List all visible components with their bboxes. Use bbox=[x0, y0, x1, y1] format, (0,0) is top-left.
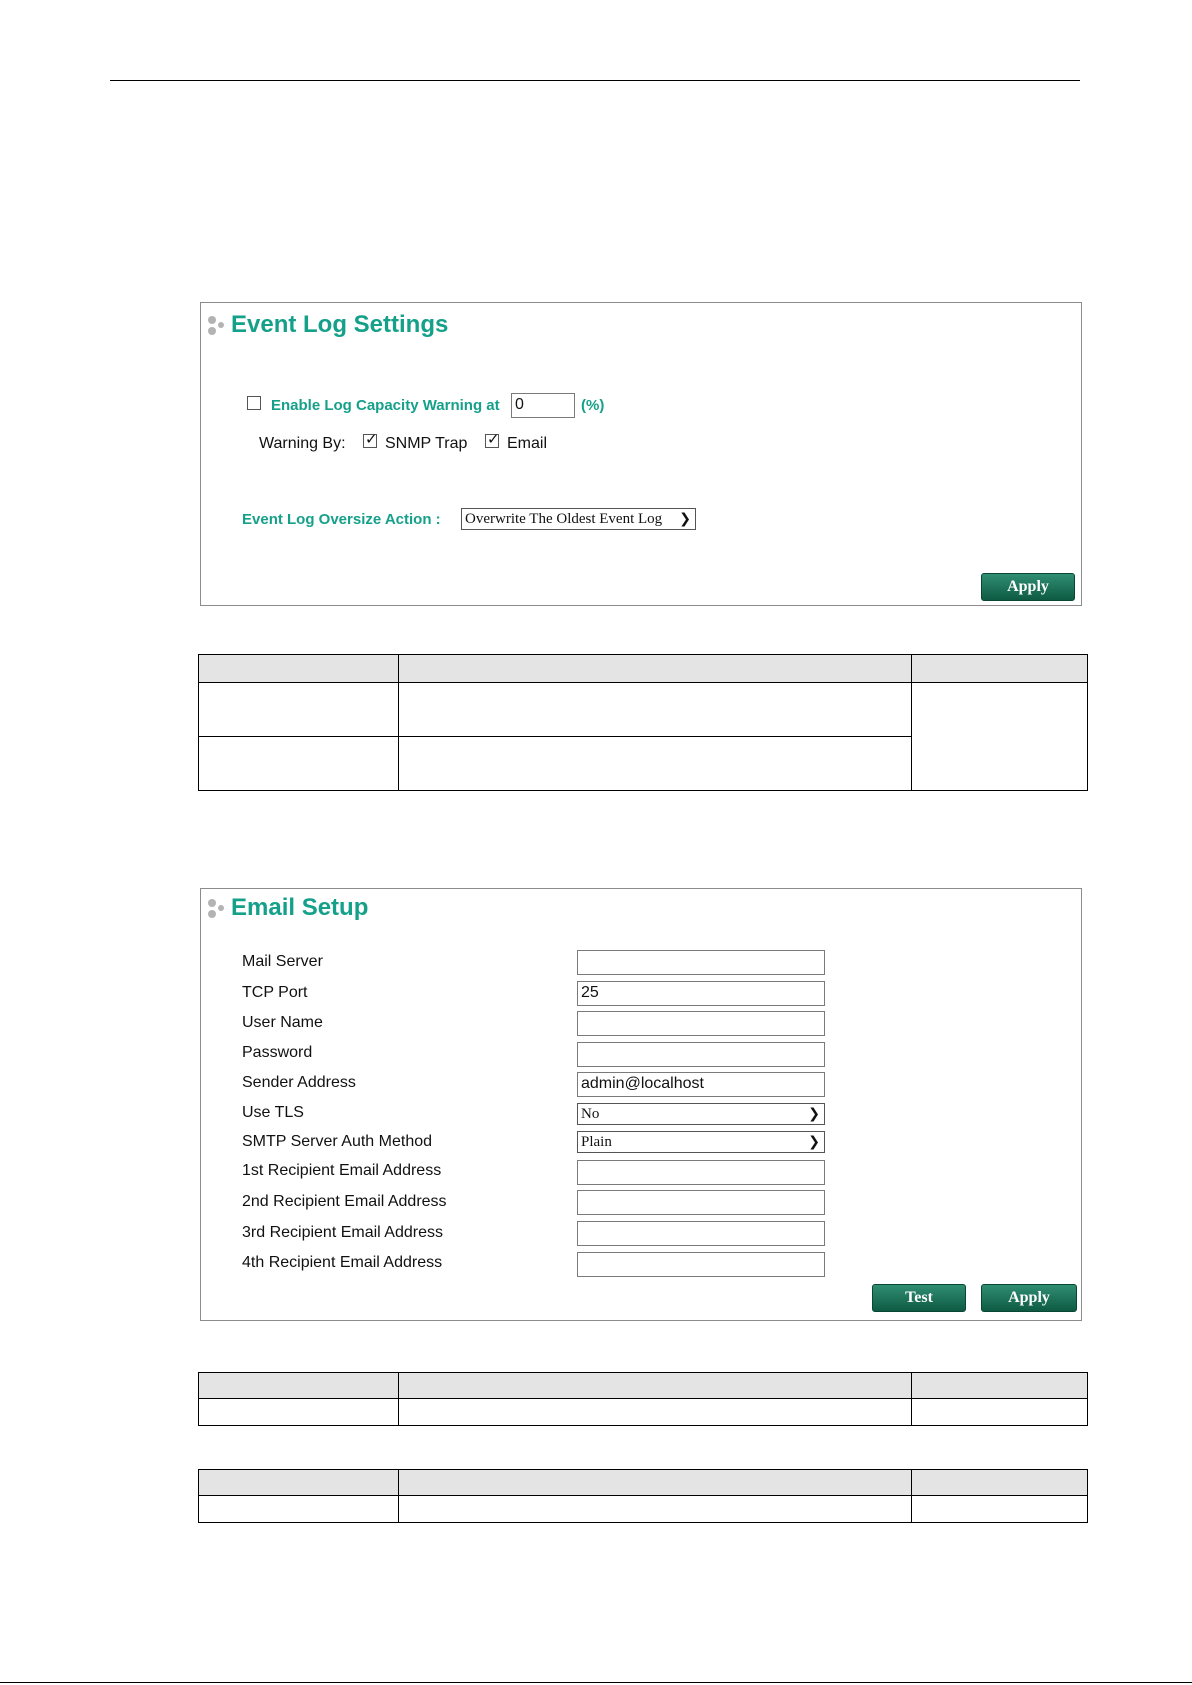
smtp-auth-method-select[interactable] bbox=[577, 1131, 825, 1153]
enable-log-capacity-warning-label: Enable Log Capacity Warning at bbox=[271, 397, 500, 414]
table-header-cell bbox=[199, 1373, 399, 1399]
page-header-rule bbox=[110, 80, 1080, 81]
mail-server-input[interactable] bbox=[577, 950, 825, 975]
recipient-1-label: 1st Recipient Email Address bbox=[242, 1162, 442, 1179]
warning-by-label: Warning By: bbox=[259, 435, 346, 452]
page-footer-rule bbox=[0, 1682, 1192, 1683]
table-cell bbox=[911, 1399, 1087, 1426]
table-header-cell bbox=[911, 655, 1087, 683]
recipient-3-label: 3rd Recipient Email Address bbox=[242, 1224, 443, 1241]
table-header-row bbox=[199, 655, 1088, 683]
event-log-settings-heading bbox=[207, 311, 448, 339]
table-header-cell bbox=[911, 1470, 1087, 1496]
apply-button[interactable]: Apply bbox=[981, 573, 1075, 601]
email-setup-panel bbox=[200, 888, 1082, 1321]
password-label: Password bbox=[242, 1044, 313, 1061]
password-input[interactable] bbox=[577, 1042, 825, 1067]
snmp-trap-label: SNMP Trap bbox=[385, 435, 468, 452]
email-setup-heading bbox=[207, 894, 368, 922]
table-header-row bbox=[199, 1373, 1088, 1399]
event-log-oversize-action-label: Event Log Oversize Action : bbox=[242, 511, 441, 528]
table-cell bbox=[399, 1399, 912, 1426]
chevron-down-icon: ❯ bbox=[679, 511, 691, 527]
percent-unit-label: (%) bbox=[581, 397, 605, 414]
panel-title: Event Log Settings bbox=[231, 311, 449, 338]
tcp-port-label: TCP Port bbox=[242, 984, 308, 1001]
recipient-4-label: 4th Recipient Email Address bbox=[242, 1254, 443, 1271]
recipient-1-input[interactable] bbox=[577, 1160, 825, 1185]
recipient-3-input[interactable] bbox=[577, 1221, 825, 1246]
table-header-cell bbox=[399, 1373, 912, 1399]
email-setup-table-2 bbox=[198, 1469, 1088, 1523]
table-row bbox=[199, 1496, 1088, 1523]
recipient-2-input[interactable] bbox=[577, 1190, 825, 1215]
table-cell bbox=[199, 737, 399, 791]
sender-address-label: Sender Address bbox=[242, 1074, 356, 1091]
event-log-settings-table bbox=[198, 654, 1088, 791]
email-setup-table-1 bbox=[198, 1372, 1088, 1426]
oversize-action-select[interactable] bbox=[461, 508, 696, 530]
checkmark-icon: ✓ bbox=[487, 431, 500, 448]
use-tls-value: No bbox=[581, 1106, 600, 1122]
table-cell bbox=[399, 737, 912, 791]
table-header-cell bbox=[199, 655, 399, 683]
apply-button[interactable]: Apply bbox=[981, 1284, 1077, 1312]
checkmark-icon: ✓ bbox=[365, 431, 378, 448]
chevron-down-icon: ❯ bbox=[808, 1134, 820, 1150]
oversize-action-value: Overwrite The Oldest Event Log bbox=[465, 511, 663, 527]
table-row bbox=[199, 683, 1088, 737]
table-header-cell bbox=[399, 655, 912, 683]
tcp-port-input[interactable]: 25 bbox=[577, 981, 825, 1006]
user-name-input[interactable] bbox=[577, 1011, 825, 1036]
smtp-auth-method-label: SMTP Server Auth Method bbox=[242, 1133, 433, 1150]
section-bullet-icon bbox=[207, 897, 227, 919]
use-tls-select[interactable] bbox=[577, 1103, 825, 1125]
test-button[interactable]: Test bbox=[872, 1284, 966, 1312]
table-row bbox=[199, 1399, 1088, 1426]
event-log-settings-panel bbox=[200, 302, 1082, 606]
panel-title: Email Setup bbox=[231, 894, 369, 921]
table-cell bbox=[199, 1496, 399, 1523]
smtp-auth-method-value: Plain bbox=[581, 1134, 612, 1150]
table-cell bbox=[399, 1496, 912, 1523]
section-bullet-icon bbox=[207, 314, 227, 336]
snmp-trap-checkbox[interactable] bbox=[363, 431, 378, 448]
table-cell bbox=[199, 1399, 399, 1426]
table-cell bbox=[199, 683, 399, 737]
enable-log-capacity-warning-checkbox[interactable] bbox=[247, 396, 261, 410]
mail-server-label: Mail Server bbox=[242, 953, 323, 970]
recipient-4-input[interactable] bbox=[577, 1252, 825, 1277]
recipient-2-label: 2nd Recipient Email Address bbox=[242, 1193, 447, 1210]
table-header-cell bbox=[911, 1373, 1087, 1399]
email-checkbox[interactable] bbox=[485, 431, 500, 448]
user-name-label: User Name bbox=[242, 1014, 323, 1031]
chevron-down-icon: ❯ bbox=[808, 1106, 820, 1122]
table-cell bbox=[911, 683, 1087, 791]
use-tls-label: Use TLS bbox=[242, 1104, 304, 1121]
table-header-cell bbox=[199, 1470, 399, 1496]
table-header-cell bbox=[399, 1470, 912, 1496]
table-cell bbox=[911, 1496, 1087, 1523]
email-label: Email bbox=[507, 435, 548, 452]
log-capacity-threshold-input[interactable]: 0 bbox=[511, 393, 575, 418]
sender-address-input[interactable]: admin@localhost bbox=[577, 1072, 825, 1097]
table-cell bbox=[399, 683, 912, 737]
table-header-row bbox=[199, 1470, 1088, 1496]
